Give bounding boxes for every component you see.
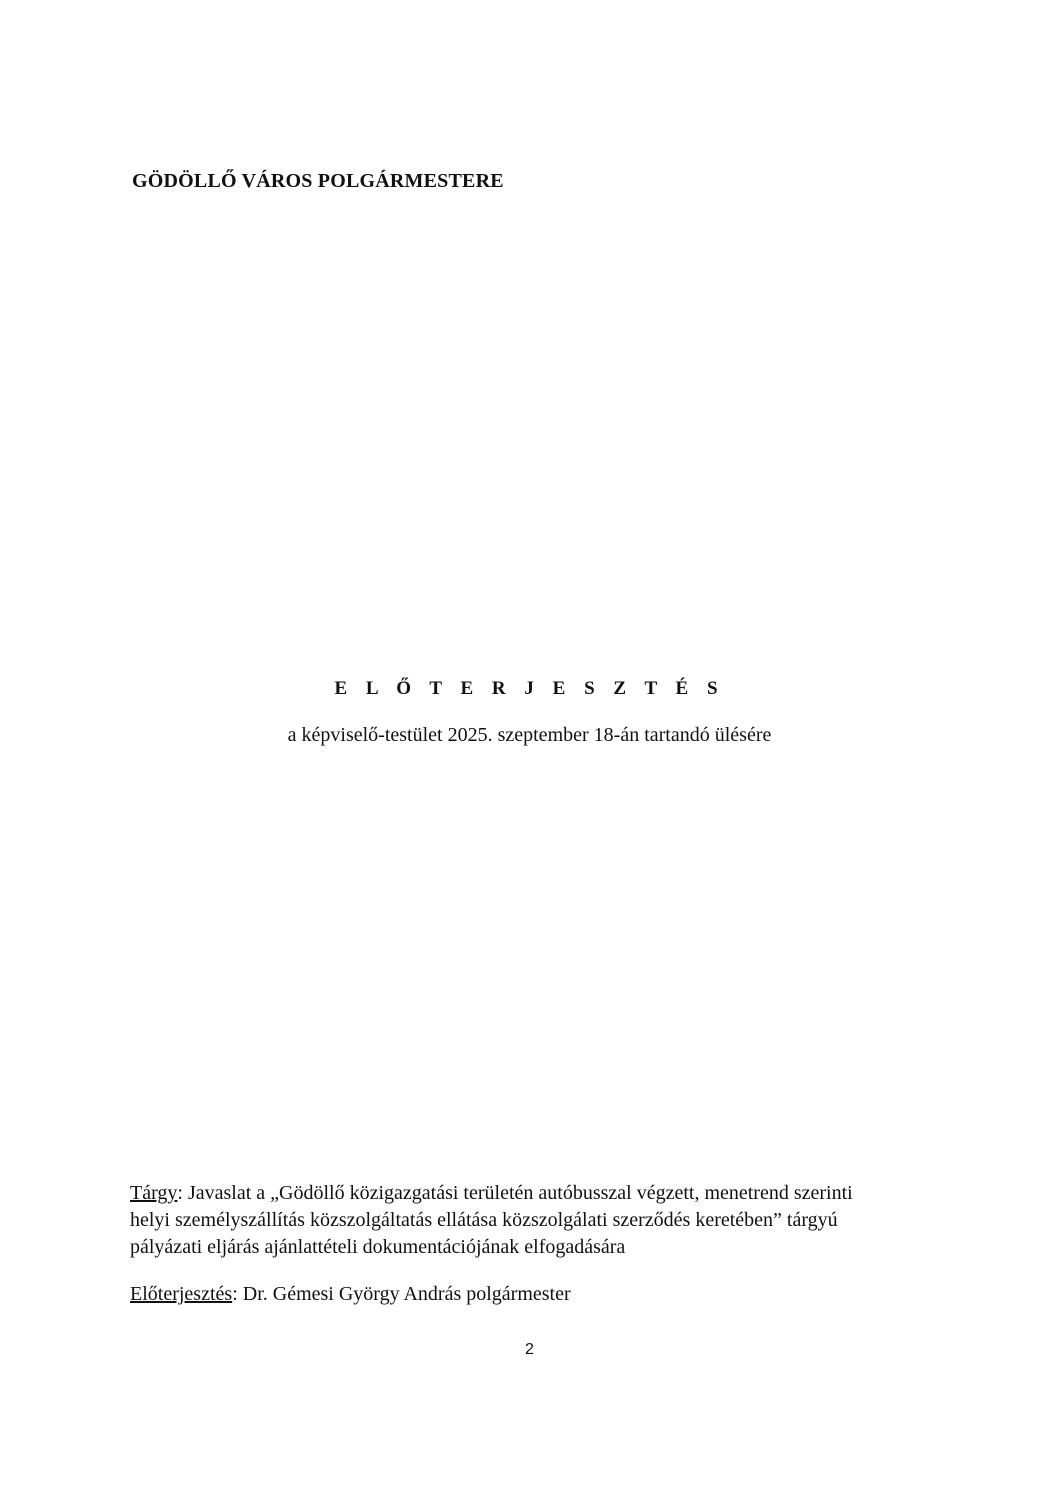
issuer-heading: GÖDÖLLŐ VÁROS POLGÁRMESTERE xyxy=(132,170,504,192)
subject-line-1 xyxy=(130,1180,930,1207)
subject-line-3: pályázati eljárás ajánlattételi dokumentációjának elfogadására xyxy=(130,1236,626,1258)
subject-text-1: : Javaslat a „Gödöllő közigazgatási területén autóbusszal végzett, menetrend szerinti xyxy=(177,1182,853,1204)
presenter-value: : Dr. Gémesi György András polgármester xyxy=(232,1283,571,1305)
subject-line-2: helyi személyszállítás közszolgáltatás ellátása közszolgálati szerződés keretében” tárgyú xyxy=(130,1209,838,1231)
subject-label: Tárgy xyxy=(130,1182,178,1204)
page-number: 2 xyxy=(525,1341,534,1358)
document-subtitle: a képviselő-testület 2025. szeptember 18-án tartandó ülésére xyxy=(287,724,772,746)
subject-block xyxy=(130,1180,930,1261)
presenter-line xyxy=(130,1283,571,1306)
document-title: E L Ő T E R J E S Z T É S xyxy=(334,678,725,699)
presenter-label: Előterjesztés xyxy=(130,1283,233,1305)
